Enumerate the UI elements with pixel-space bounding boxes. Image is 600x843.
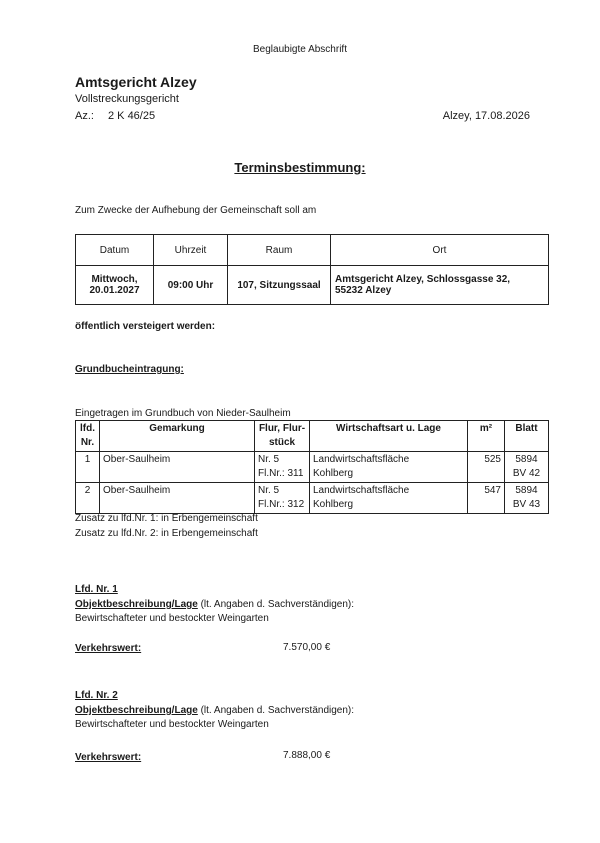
- intro-text: Zum Zwecke der Aufhebung der Gemeinschaft soll am: [75, 205, 317, 216]
- object-2-number: Lfd. Nr. 2: [75, 690, 118, 701]
- header-nr-line: Nr.: [80, 437, 95, 448]
- art-value: Landwirtschaftsfläche: [313, 454, 410, 465]
- table-row: [76, 266, 549, 305]
- object-1-description: Bewirtschafteter und bestockter Weingarten: [75, 613, 269, 624]
- table-row: [76, 483, 549, 514]
- table-header-row: [76, 235, 549, 266]
- flurstueck-value: Fl.Nr.: 312: [258, 499, 305, 510]
- object-description-source: (lt. Angaben d. Sachverständigen):: [200, 599, 355, 610]
- addendum-1: Zusatz zu lfd.Nr. 1: in Erbengemeinschaft: [75, 513, 258, 524]
- appointment-table: [75, 234, 549, 305]
- cell-m2: 547: [468, 483, 505, 514]
- header-m2: m²: [468, 421, 505, 452]
- header-raum: Raum: [228, 235, 331, 266]
- cell-m2: 525: [468, 452, 505, 483]
- art-value: Landwirtschaftsfläche: [313, 485, 410, 496]
- object-description-label: Objektbeschreibung/Lage: [75, 705, 198, 716]
- object-2-value: 7.888,00 €: [283, 750, 331, 761]
- header-datum: Datum: [76, 235, 154, 266]
- header-uhrzeit: Uhrzeit: [154, 235, 228, 266]
- object-2-description: Bewirtschafteter und bestockter Weingarten: [75, 719, 269, 730]
- object-2-heading: [75, 705, 354, 716]
- header-gemarkung: Gemarkung: [100, 421, 255, 452]
- header-flurstueck-line: stück: [268, 437, 296, 448]
- blatt-bv: BV 42: [512, 468, 541, 479]
- cell-datum: [76, 266, 154, 305]
- cell-blatt: [505, 483, 549, 514]
- cell-flur: [255, 452, 310, 483]
- object-description-label: Objektbeschreibung/Lage: [75, 599, 198, 610]
- datum-date: 20.01.2027: [89, 285, 140, 296]
- flur-value: Nr. 5: [258, 454, 280, 465]
- land-register-heading: Grundbucheintragung:: [75, 364, 184, 375]
- cell-uhrzeit: 09:00 Uhr: [154, 266, 228, 305]
- header-lfd-nr: [76, 421, 100, 452]
- blatt-number: 5894: [515, 485, 538, 496]
- flurstueck-value: Fl.Nr.: 311: [258, 468, 304, 479]
- ort-line-1: Amtsgericht Alzey, Schlossgasse 32,: [335, 274, 511, 285]
- case-number-label: Az.:: [75, 110, 94, 122]
- header-wirtschaftsart: Wirtschaftsart u. Lage: [310, 421, 468, 452]
- object-description-source: (lt. Angaben d. Sachverständigen):: [200, 705, 355, 716]
- blatt-bv: BV 43: [512, 499, 541, 510]
- object-1-value: 7.570,00 €: [283, 642, 331, 653]
- cell-raum: 107, Sitzungssaal: [228, 266, 331, 305]
- object-1-value-label: Verkehrswert:: [75, 643, 142, 654]
- cell-flur: [255, 483, 310, 514]
- place-date: Alzey, 17.08.2026: [442, 110, 530, 122]
- lage-value: Kohlberg: [313, 499, 354, 510]
- addendum-2: Zusatz zu lfd.Nr. 2: in Erbengemeinschaft: [75, 528, 258, 539]
- cell-nr: 1: [76, 452, 100, 483]
- cell-blatt: [505, 452, 549, 483]
- cell-ort: [331, 266, 549, 305]
- object-1-number: Lfd. Nr. 1: [75, 584, 118, 595]
- header-ort: Ort: [331, 235, 549, 266]
- datum-weekday: Mittwoch,: [91, 274, 138, 285]
- header-flur: [255, 421, 310, 452]
- cell-nr: 2: [76, 483, 100, 514]
- court-department: Vollstreckungsgericht: [75, 93, 179, 105]
- header-blatt: Blatt: [505, 421, 549, 452]
- cell-wirtschaftsart: [310, 452, 468, 483]
- lage-value: Kohlberg: [313, 468, 354, 479]
- flur-value: Nr. 5: [258, 485, 280, 496]
- object-1-heading: [75, 599, 354, 610]
- table-header-row: [76, 421, 549, 452]
- auction-statement: öffentlich versteigert werden:: [75, 321, 216, 332]
- blatt-number: 5894: [515, 454, 538, 465]
- cell-wirtschaftsart: [310, 483, 468, 514]
- ort-line-2: 55232 Alzey: [335, 285, 392, 296]
- land-register-table: [75, 420, 549, 514]
- header-note: Beglaubigte Abschrift: [253, 44, 347, 55]
- cell-gemarkung: Ober-Saulheim: [100, 483, 255, 514]
- object-2-value-label: Verkehrswert:: [75, 752, 142, 763]
- header-flur-line: Flur, Flur-: [258, 423, 306, 434]
- header-lfd-line: lfd.: [80, 423, 95, 434]
- court-name: Amtsgericht Alzey: [75, 74, 197, 90]
- table-row: [76, 452, 549, 483]
- case-number: 2 K 46/25: [108, 110, 156, 122]
- cell-gemarkung: Ober-Saulheim: [100, 452, 255, 483]
- document-title: Terminsbestimmung:: [234, 160, 366, 175]
- land-register-intro: Eingetragen im Grundbuch von Nieder-Saulheim: [75, 408, 291, 419]
